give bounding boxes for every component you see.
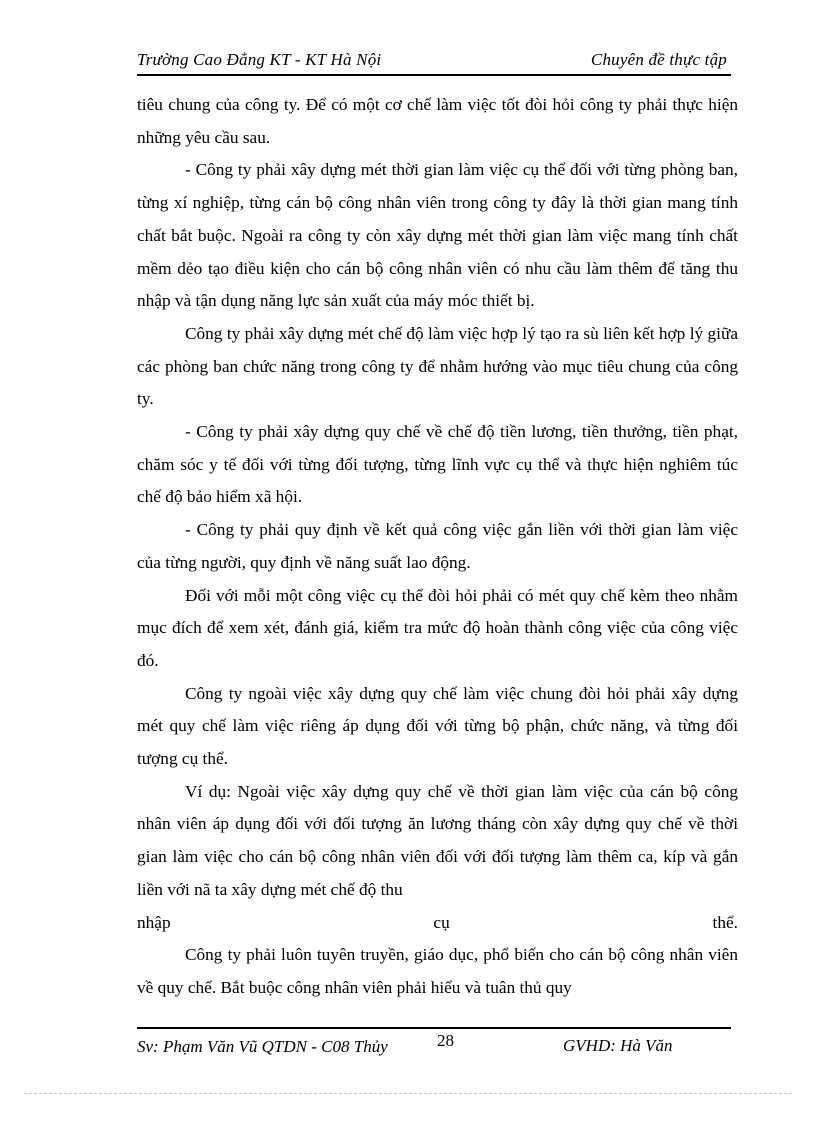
page-number: 28 [437, 1031, 454, 1050]
paragraph-5: - Công ty phải quy định về kết quả công việc gắn liền với thời gian làm việc của từng người, quy định về năng suất lao động. [137, 520, 738, 572]
header-document-type: Chuyên đề thực tập [590, 50, 727, 69]
paragraph-7: Công ty ngoài việc xây dựng quy chế làm việc chung đòi hỏi phải xây dựng mét quy chế làm việc riêng áp dụng đối với từng bộ phận, chức năng, và từng đối tượng cụ thể. [137, 683, 738, 769]
paragraph-4: - Công ty phải xây dựng quy chế về chế độ tiền lương, tiền thưởng, tiền phạt, chăm sóc y tế đối với từng đối tượng, từng lĩnh vực cụ thể và thực hiện nghiêm túc chế độ bảo hiểm xã hội. [137, 422, 738, 507]
paragraph-9: Công ty phải luôn tuyên truyền, giáo dục, phổ biến cho cán bộ công nhân viên về quy chế. Bắt buộc công nhân viên phải hiểu và tuân thủ quy [137, 945, 738, 997]
paragraph-2: - Công ty phải xây dựng mét thời gian làm việc cụ thể đối với từng phòng ban, từng xí nghiệp, từng cán bộ công nhân viên trong công ty đây là thời gian mang tính chất bắt buộc. Ngoài ra công ty còn xây dựng mét thời gian làm việc mang tính chất mềm dẻo tạo điều kiện cho cán bộ công nhân viên có nhu cầu làm thêm để tăng thu nhập và tận dụng năng lực sản xuất của máy móc thiết bị. [137, 160, 738, 311]
paragraph-3: Công ty phải xây dựng mét chế độ làm việc hợp lý tạo ra sù liên kết hợp lý giữa các phòng ban chức năng trong công ty để nhằm hướng vào mục tiêu chung của công ty. [137, 323, 738, 409]
footer-divider [137, 1027, 731, 1029]
footer-student: Sv: Phạm Văn Vũ QTDN - C08 Thủy [137, 1037, 388, 1056]
paragraph-6: Đối với mỗi một công việc cụ thể đòi hỏi phải có mét quy chế kèm theo nhằm mục đích để xem xét, đánh giá, kiểm tra mức độ hoàn thành công việc của công việc đó. [137, 585, 738, 670]
document-body [137, 89, 738, 1005]
page-header [137, 46, 731, 76]
header-school-name: Trường Cao Đẳng KT - KT Hà Nội [137, 50, 382, 69]
paragraph-8: Ví dụ: Ngoài việc xây dựng quy chế về thời gian làm việc của cán bộ công nhân viên áp dụng đối với đối tượng ăn lương tháng còn xây dựng quy chế về thời gian làm việc cho cán bộ công nhân viên đối với đối tượng làm thêm ca, kíp và gắn liền với nã ta xây dựng mét chế độ thu [137, 781, 738, 899]
paragraph-1: tiêu chung của công ty. Để có một cơ chế làm việc tốt đòi hỏi công ty phải thực hiện những yêu cầu sau. [137, 95, 738, 147]
page-bottom-edge [24, 1093, 792, 1094]
paragraph-8-continuation: nhập cụ thể. [137, 912, 738, 932]
footer-advisor: GVHD: Hà Văn [563, 1036, 673, 1055]
